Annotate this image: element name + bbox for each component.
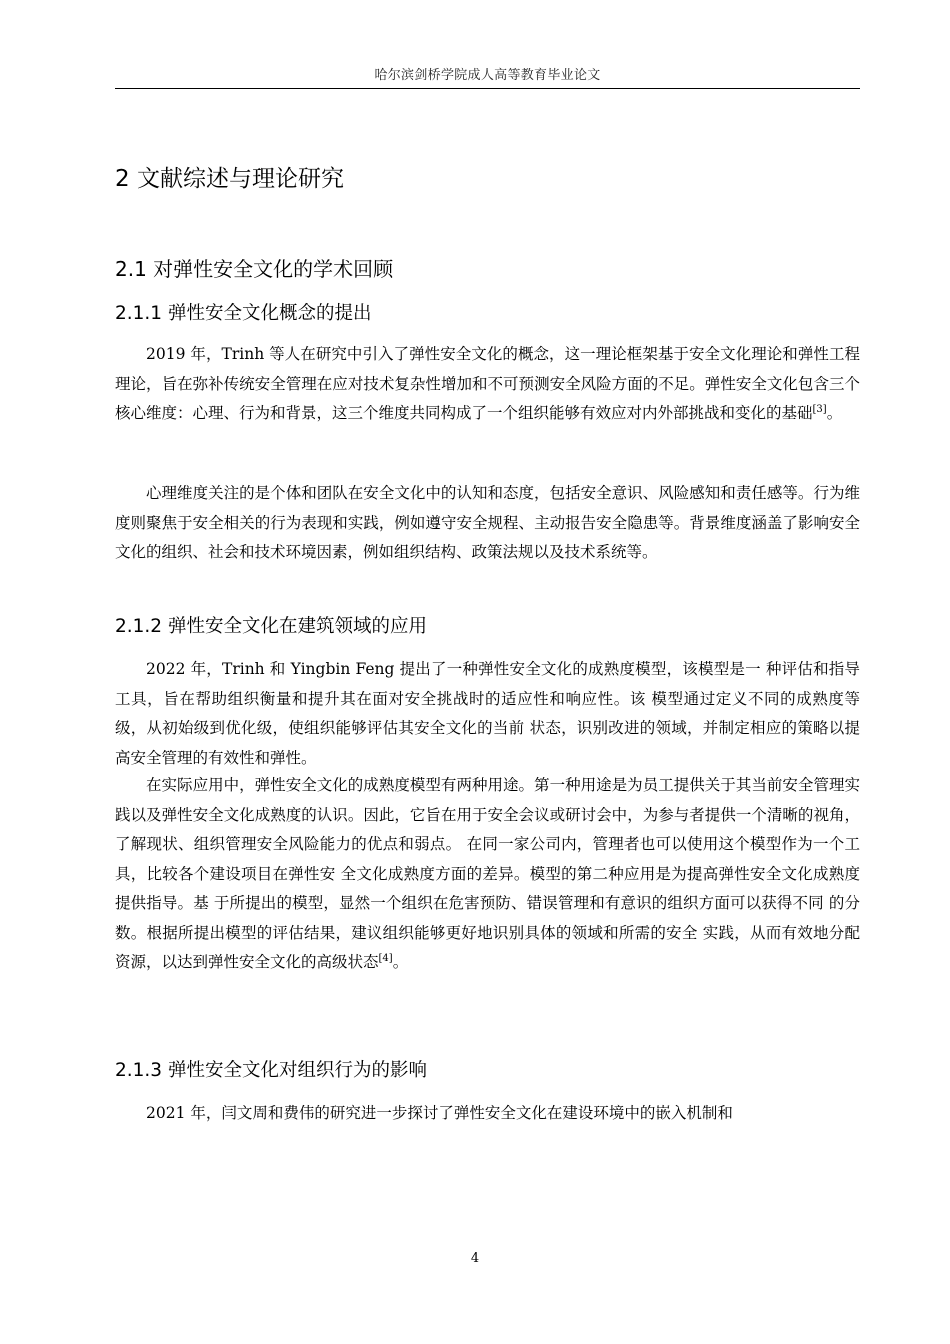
subsection-heading-2-1-3: 2.1.3 弹性安全文化对组织行为的影响 <box>115 1060 427 1081</box>
subsection-heading-2-1-2: 2.1.2 弹性安全文化在建筑领域的应用 <box>115 616 427 637</box>
paragraph-2-1-3-first: 2021 年，闫文周和费伟的研究进一步探讨了弹性安全文化在建设环境中的嵌入机制和 <box>146 1104 733 1122</box>
paragraph-2-1-1-second: 心理维度关注的是个体和团队在安全文化中的认知和态度，包括安全意识、风险感知和责任感等。行为维度则聚焦于安全相关的行为表现和实践，例如遵守安全规程、主动报告安全隐患等。背景维度涵盖了影响安全文化的组织、社会和技术环境因素，例如组织结构、政策法规以及技术系统等。 <box>115 484 860 561</box>
paragraph-text-end: 。 <box>826 404 843 422</box>
subsection-heading-2-1-1: 2.1.1 弹性安全文化概念的提出 <box>115 303 372 324</box>
citation-ref: [3] <box>812 404 827 415</box>
section-heading-2-1: 2.1 对弹性安全文化的学术回顾 <box>115 257 394 281</box>
paragraph-2-1-2-second <box>115 771 860 978</box>
paragraph-2-1-1-first <box>115 340 860 429</box>
header-divider <box>115 88 860 89</box>
citation-ref: [4] <box>378 953 393 964</box>
page-number: 4 <box>470 1251 480 1266</box>
running-header: 哈尔滨剑桥学院成人高等教育毕业论文 <box>374 68 601 83</box>
paragraph-2-1-2-first: 2022 年，Trinh 和 Yingbin Feng 提出了一种弹性安全文化的成熟度模型，该模型是一 种评估和指导工具，旨在帮助组织衡量和提升其在面对安全挑战时的适应性和响应性。该 模型通过定义不同的成熟度等级，从初始级到优化级，使组织能够评估其安全文化的当前 状态，识别改进的领域，并制定相应的策略以提高安全管理的有效性和弹性。 <box>115 660 860 767</box>
chapter-heading: 2 文献综述与理论研究 <box>115 166 344 192</box>
paragraph-text: 2019 年，Trinh 等人在研究中引入了弹性安全文化的概念，这一理论框架基于安全文化理论和弹性工程理论，旨在弥补传统安全管理在应对技术复杂性增加和不可预测安全风险方面的不足。弹性安全文化包含三个核心维度：心理、行为和背景，这三个维度共同构成了一个组织能够有效应对内外部挑战和变化的基础 <box>115 345 860 422</box>
paragraph-text-end: 。 <box>392 953 409 971</box>
paragraph-text: 在实际应用中，弹性安全文化的成熟度模型有两种用途。第一种用途是为员工提供关于其当前安全管理实践以及弹性安全文化成熟度的认识。因此，它旨在用于安全会议或研讨会中，为参与者提供一个清晰的视角，了解现状、组织管理安全风险能力的优点和弱点。 在同一家公司内，管理者也可以使用这个模型作为一个工具，比较各个建设项目在弹性安 全文化成熟度方面的差异。模型的第二种应用是为提高弹性安全文化成熟度提供指导。基 于所提出的模型，显然一个组织在危害预防、错误管理和有意识的组织方面可以获得不同 的分数。根据所提出模型的评估结果，建议组织能够更好地识别具体的领域和所需的安全 实践，从而有效地分配资源，以达到弹性安全文化的高级状态 <box>115 776 860 971</box>
